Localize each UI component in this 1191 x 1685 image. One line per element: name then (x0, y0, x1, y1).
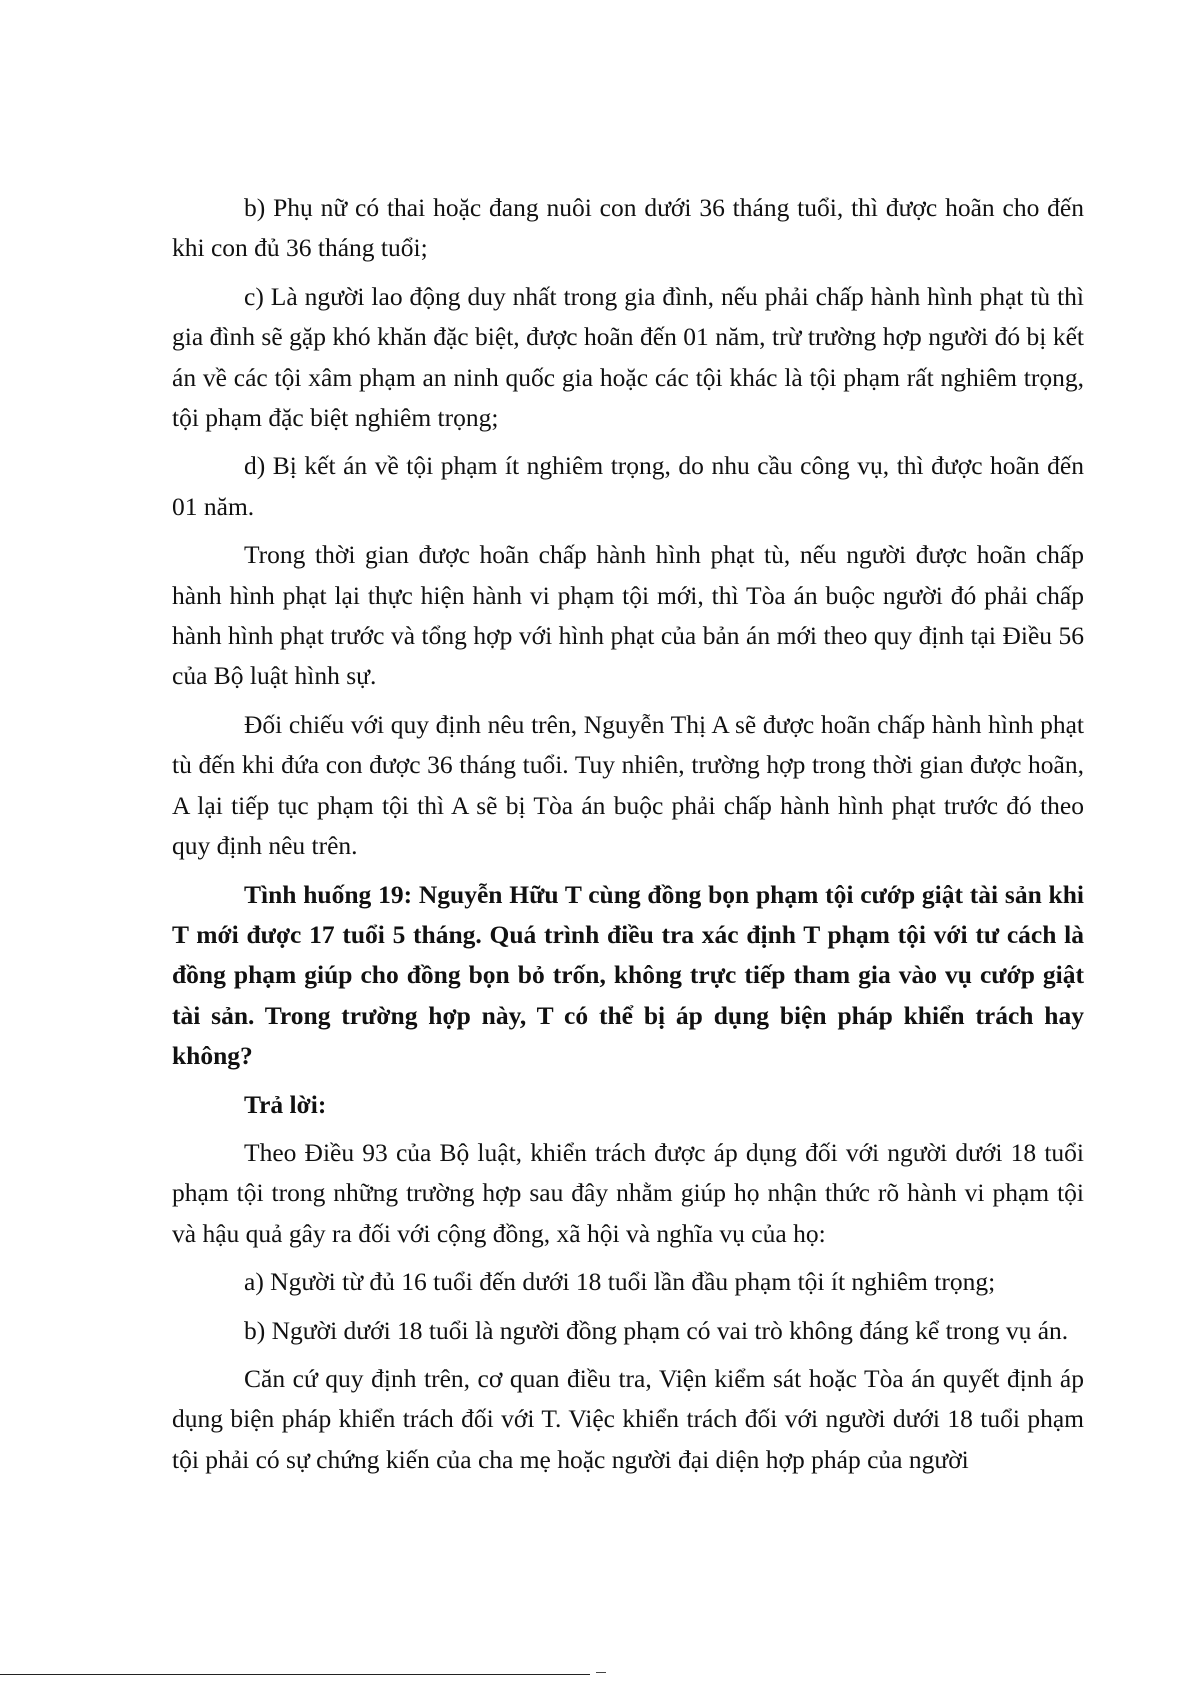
paragraph-hoan-nhu-cau-cong-vu: d) Bị kết án về tội phạm ít nghiêm trọng, do nhu cầu công vụ, thì được hoãn đến 01 năm. (172, 451, 1084, 521)
footer-divider-mark (596, 1672, 606, 1673)
paragraph-case-a: a) Người từ đủ 16 tuổi đến dưới 18 tuổi lần đầu phạm tội ít nghiêm trọng; (244, 1267, 996, 1297)
answer-heading: Trả lời: (244, 1089, 327, 1119)
paragraph-can-cu: Căn cứ quy định trên, cơ quan điều tra, Viện kiểm sát hoặc Tòa án quyết định áp dụng biện pháp khiển trách đối với T. Việc khiển trách đối với người dưới 18 tuổi phạm tội phải có sự chứng kiến của cha mẹ hoặc người đại diện hợp pháp của người (172, 1363, 1084, 1474)
situation-19-question: Tình huống 19: Nguyễn Hữu T cùng đồng bọn phạm tội cướp giật tài sản khi T mới được 17 tuổi 5 tháng. Quá trình điều tra xác định T phạm tội với tư cách là đồng phạm giúp cho đồng bọn bỏ trốn, không trực tiếp tham gia vào vụ cướp giật tài sản. Trong trường hợp này, T có thể bị áp dụng biện pháp khiển trách hay không? (172, 879, 1084, 1071)
footer-divider (0, 1674, 590, 1675)
paragraph-dieu-93: Theo Điều 93 của Bộ luật, khiển trách được áp dụng đối với người dưới 18 tuổi phạm tội trong những trường hợp sau đây nhằm giúp họ nhận thức rõ hành vi phạm tội và hậu quả gây ra đối với cộng đồng, xã hội và nghĩa vụ của họ: (172, 1137, 1084, 1248)
paragraph-hoan-phu-nu-co-thai: b) Phụ nữ có thai hoặc đang nuôi con dưới 36 tháng tuổi, thì được hoãn cho đến khi con đủ 36 tháng tuổi; (172, 193, 1084, 263)
paragraph-thoi-gian-hoan: Trong thời gian được hoãn chấp hành hình phạt tù, nếu người được hoãn chấp hành hình phạt lại thực hiện hành vi phạm tội mới, thì Tòa án buộc người đó phải chấp hành hình phạt trước và tổng hợp với hình phạt của bản án mới theo quy định tại Điều 56 của Bộ luật hình sự. (172, 540, 1084, 691)
paragraph-hoan-lao-dong-duy-nhat: c) Là người lao động duy nhất trong gia đình, nếu phải chấp hành hình phạt tù thì gia đình sẽ gặp khó khăn đặc biệt, được hoãn đến 01 năm, trừ trường hợp người đó bị kết án về các tội xâm phạm an ninh quốc gia hoặc các tội khác là tội phạm rất nghiêm trọng, tội phạm đặc biệt nghiêm trọng; (172, 281, 1084, 433)
paragraph-doi-chieu: Đối chiếu với quy định nêu trên, Nguyễn Thị A sẽ được hoãn chấp hành hình phạt tù đến khi đứa con được 36 tháng tuổi. Tuy nhiên, trường hợp trong thời gian được hoãn, A lại tiếp tục phạm tội thì A sẽ bị Tòa án buộc phải chấp hành hình phạt trước đó theo quy định nêu trên. (172, 709, 1084, 861)
document-page (172, 188, 1084, 1480)
paragraph-case-b: b) Người dưới 18 tuổi là người đồng phạm có vai trò không đáng kể trong vụ án. (244, 1315, 1069, 1345)
